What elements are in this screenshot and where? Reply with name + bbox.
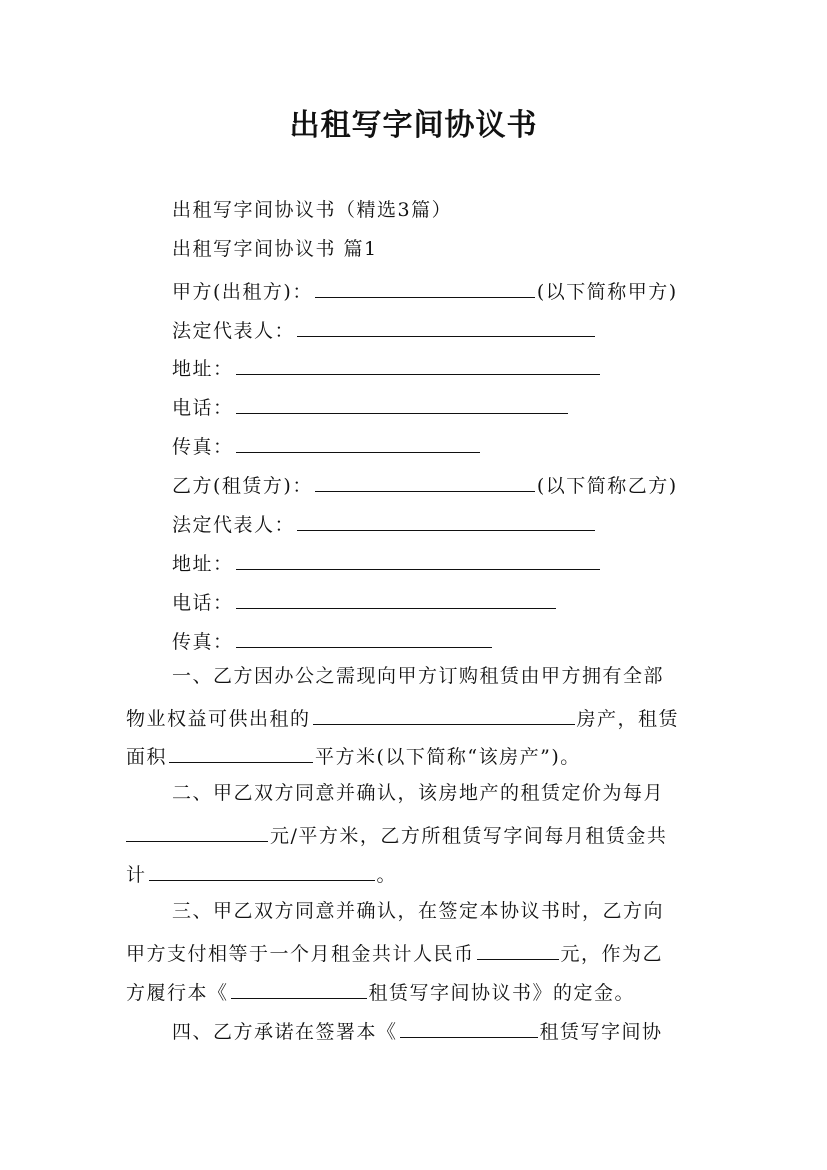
- party-a-rep-line: [172, 318, 597, 341]
- clause1-property-blank[interactable]: [313, 706, 575, 725]
- clause2-line2: [126, 823, 667, 846]
- clause1-line3-a: 面积: [126, 746, 168, 768]
- party-a-address-label: 地址：: [172, 358, 234, 380]
- clause1-line2: [126, 706, 679, 729]
- clause3-line3: [126, 980, 635, 1003]
- clause3-deposit-blank[interactable]: [477, 941, 559, 960]
- party-b-rep-line: [172, 512, 597, 535]
- clause2-total-blank[interactable]: [149, 862, 375, 881]
- party-a-label: 甲方(出租方)：: [172, 281, 313, 303]
- clause3-line1: 三、甲乙双方同意并确认，在签定本协议书时，乙方向: [172, 900, 665, 922]
- party-a-rep-label: 法定代表人：: [172, 320, 296, 342]
- party-a-address-line: [172, 356, 602, 379]
- party-b-suffix: (以下简称乙方): [536, 475, 678, 497]
- party-a-phone-label: 电话：: [172, 397, 234, 419]
- clause1-area-blank[interactable]: [169, 744, 313, 763]
- clause1-line1: 一、乙方因办公之需现向甲方订购租赁由甲方拥有全部: [172, 665, 665, 687]
- party-b-phone-line: [172, 590, 558, 613]
- party-a-fax-label: 传真：: [172, 436, 234, 458]
- clause3-line3-a: 方履行本《: [126, 982, 229, 1004]
- party-a-address-blank[interactable]: [236, 356, 600, 375]
- party-b-fax-line: [172, 629, 494, 652]
- clause4-line1-b: 租赁写字间协: [539, 1021, 663, 1043]
- document-title: 出租写字间协议书: [289, 108, 538, 143]
- clause1-line3: [126, 744, 581, 767]
- section-heading: 出租写字间协议书 篇1: [172, 238, 378, 260]
- clause3-line2-a: 甲方支付相等于一个月租金共计人民币: [126, 943, 475, 965]
- clause3-agreement-blank[interactable]: [231, 980, 367, 999]
- clause2-line3-b: 。: [376, 864, 398, 886]
- clause2-price-blank[interactable]: [126, 823, 268, 842]
- party-a-phone-line: [172, 395, 570, 418]
- party-a-line: [172, 279, 678, 302]
- clause3-line2: [126, 941, 663, 964]
- party-b-line: [172, 473, 678, 496]
- clause1-line2-b: 房产，租赁: [576, 708, 680, 730]
- clause4-line1-a: 四、乙方承诺在签署本《: [172, 1021, 398, 1043]
- party-b-address-line: [172, 551, 602, 574]
- party-a-name-blank[interactable]: [315, 279, 535, 298]
- clause1-line2-a: 物业权益可供出租的: [126, 708, 311, 730]
- party-a-fax-blank[interactable]: [236, 434, 480, 453]
- clause2-line3-a: 计: [126, 864, 147, 886]
- clause2-line3: [126, 862, 397, 885]
- clause3-line3-b: 租赁写字间协议书》的定金。: [368, 982, 636, 1004]
- clause3-line2-b: 元，作为乙: [560, 943, 664, 965]
- party-b-phone-label: 电话：: [172, 592, 234, 614]
- clause4-line1: [172, 1019, 663, 1042]
- document-subtitle: 出租写字间协议书（精选3篇）: [172, 199, 453, 221]
- party-b-name-blank[interactable]: [315, 473, 535, 492]
- party-a-phone-blank[interactable]: [236, 395, 568, 414]
- party-a-rep-blank[interactable]: [297, 318, 595, 337]
- party-a-fax-line: [172, 434, 482, 457]
- party-a-suffix: (以下简称甲方): [536, 281, 678, 303]
- party-b-fax-label: 传真：: [172, 631, 234, 653]
- clause4-agreement-blank[interactable]: [400, 1019, 538, 1038]
- party-b-phone-blank[interactable]: [236, 590, 556, 609]
- party-b-address-label: 地址：: [172, 553, 234, 575]
- party-b-rep-blank[interactable]: [297, 512, 595, 531]
- clause1-line3-b: 平方米(以下简称“该房产”)。: [315, 746, 581, 768]
- party-b-label: 乙方(租赁方)：: [172, 475, 313, 497]
- party-b-address-blank[interactable]: [236, 551, 600, 570]
- party-b-rep-label: 法定代表人：: [172, 514, 296, 536]
- party-b-fax-blank[interactable]: [236, 629, 492, 648]
- clause2-line1: 二、甲乙双方同意并确认，该房地产的租赁定价为每月: [172, 782, 665, 804]
- clause2-line2-b: 元/平方米，乙方所租赁写字间每月租赁金共: [270, 825, 668, 847]
